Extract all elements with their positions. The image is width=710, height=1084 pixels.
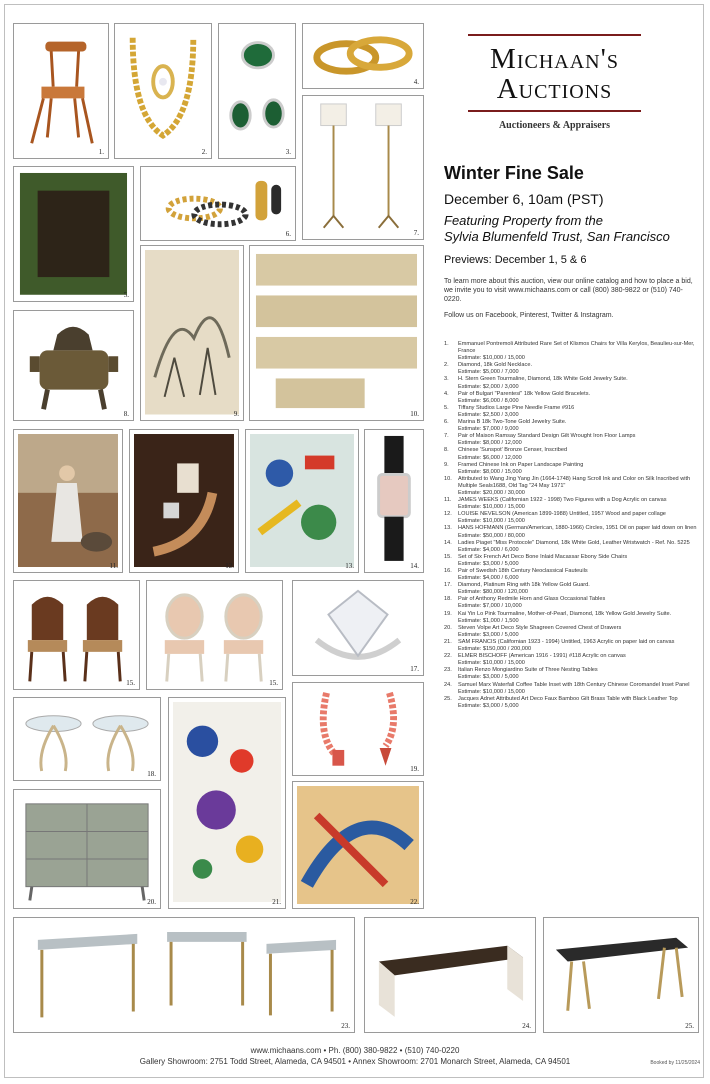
lot-photo-12[interactable] xyxy=(129,429,239,573)
floor-lamps-icon xyxy=(307,100,419,235)
tile-number: 23. xyxy=(341,1022,350,1030)
sale-title: Winter Fine Sale xyxy=(444,163,584,183)
lot-photo-7[interactable] xyxy=(302,95,424,240)
lot-item: 10. Attributed to Wang Jing Yang Jin (1664-1748) Hang Scroll Ink and Color on Silk Inscribed with Multiple Seals1688, Old Tag "24 May 1971" Estimate: $20,000 / 30,000 xyxy=(444,475,691,496)
lot-item: 3. H. Stern Green Tourmaline, Diamond, 18k White Gold Jewelry Suite. Estimate: $2,000 / 3,000 xyxy=(444,376,628,390)
logo-tagline: Auctioneers & Appraisers xyxy=(498,120,611,131)
lot-photo-9[interactable] xyxy=(140,245,244,421)
lot-item: 24. Samuel Marx Waterfall Coffee Table Inset with 18th Century Chinese Coromandel Inset Panel Estimate: $10,000 / 15,000 xyxy=(444,681,690,695)
lot-photo-22[interactable] xyxy=(292,781,424,909)
lot-photo-25[interactable] xyxy=(543,917,699,1033)
lot-photo-21[interactable] xyxy=(168,697,286,909)
tile-number: 3. xyxy=(285,148,291,156)
lot-item: 23. Italian Renzo Mongiardino Suite of Three Nesting Tables Estimate: $3,000 / 5,000 xyxy=(444,667,598,681)
lot-photo-5[interactable] xyxy=(13,166,134,302)
abstract-painting-icon xyxy=(297,786,419,904)
frame-icon xyxy=(18,171,129,297)
lot-photo-17[interactable] xyxy=(292,580,424,676)
footer-address: Gallery Showroom: 2751 Todd Street, Alameda, CA 94501 • Annex Showroom: 2701 Monarch Street, Alameda, CA 94501 xyxy=(139,1057,571,1066)
lot-item: 9. Framed Chinese Ink on Paper Landscape Painting Estimate: $8,000 / 15,000 xyxy=(444,461,584,475)
tile-number: 17. xyxy=(410,665,419,673)
lot-photo-10[interactable] xyxy=(249,245,424,421)
tile-number: 7. xyxy=(413,229,419,237)
coffee-table-icon xyxy=(369,922,531,1029)
logo-bottom-rule xyxy=(468,110,641,112)
lot-item: 19. Kai Yin Lo Pink Tourmaline, Mother-of-Pearl, Diamond, 18k Yellow Gold Jewelry Suite. Estimate: $1,000 / 1,500 xyxy=(444,610,672,624)
lot-item: 15. Set of Six French Art Deco Bone Inlaid Macassar Ebony Side Chairs Estimate: $3,000 / 5,000 xyxy=(444,553,628,567)
fauteuils-icon xyxy=(151,585,278,685)
lot-item: 1. Emmanuel Pontremoli Attributed Rare Set of Klismos Chairs for Villa Kerylos, Beaulieu-sur-Mer, France Estimate: $10,000 / 15,000 xyxy=(444,341,695,362)
necklace-icon xyxy=(119,28,207,153)
tile-number: 25. xyxy=(685,1022,694,1030)
lot-item: 5. Tiffany Studios Large Pine Needle Frame #916 Estimate: $2,500 / 3,000 xyxy=(444,404,575,418)
chair-icon xyxy=(18,28,104,153)
tile-number: 9. xyxy=(233,410,239,418)
lot-photo-11[interactable] xyxy=(13,429,123,573)
lot-photo-18[interactable] xyxy=(13,697,161,781)
chest-of-drawers-icon xyxy=(18,794,156,904)
featuring xyxy=(444,213,704,245)
tile-number: 21. xyxy=(272,898,281,906)
tile-number: 11. xyxy=(109,562,118,570)
lot-item: 7. Pair of Maison Ramsay Standard Design Gilt Wrought Iron Floor Lamps Estimate: $8,000 / 12,000 xyxy=(444,433,636,447)
lot-item: 21. SAM FRANCIS (Californian 1923 - 1994) Untitled, 1963 Acrylic on paper laid on canvas Estimate: $150,000 / 200,000 xyxy=(444,638,675,653)
lot-photo-23[interactable] xyxy=(13,917,355,1033)
lot-photo-16[interactable] xyxy=(146,580,283,690)
sale-date: December 6, 10am (PST) xyxy=(444,191,604,207)
lot-item: 2. Diamond, 18k Gold Necklace. Estimate: $5,000 / 7,000 xyxy=(444,362,532,376)
tile-number: 10. xyxy=(410,410,419,418)
lot-photo-19[interactable] xyxy=(292,682,424,776)
lot-photo-24[interactable] xyxy=(364,917,536,1033)
lot-item: 17. Diamond, Platinum Ring with 18k Yellow Gold Guard. Estimate: $80,000 / 120,000 xyxy=(444,582,590,596)
lot-photo-15[interactable] xyxy=(13,580,140,690)
logo-top-rule xyxy=(468,34,641,36)
scroll-icon xyxy=(254,250,419,416)
lot-photo-3[interactable] xyxy=(218,23,296,159)
side-chairs-icon xyxy=(18,585,135,685)
tile-number: 19. xyxy=(410,765,419,773)
tile-number: 14. xyxy=(410,562,419,570)
lot-photo-20[interactable] xyxy=(13,789,161,909)
lot-item: 14. Ladies Piaget "Miss Protocole" Diamond, 18k White Gold, Leather Wristwatch - Ref. No. 5225 Estimate: $4,000 / 6,000 xyxy=(444,539,690,553)
tile-number: 15. xyxy=(126,679,135,687)
footer-contact: www.michaans.com • Ph. (800) 380-9822 • (510) 740-0220 xyxy=(250,1046,460,1055)
featuring-line-1: Featuring Property from the xyxy=(444,213,603,228)
lot-photo-8[interactable] xyxy=(13,310,134,421)
lot-item: 16. Pair of Swedish 18th Century Neoclassical Fauteuils Estimate: $4,000 / 6,000 xyxy=(444,568,588,582)
lot-item: 25. Jacques Adnet Attributed Art Deco Faux Bamboo Gilt Brass Table with Black Leather Top Estimate: $3,000 / 5,000 xyxy=(444,695,678,709)
logo xyxy=(462,34,647,134)
abstract-painting-icon xyxy=(173,702,281,902)
lot-photo-4[interactable] xyxy=(302,23,424,89)
bracelets-icon xyxy=(307,28,419,85)
lot-item: 4. Pair of Bulgari "Parentesi" 18k Yellow Gold Bracelets. Estimate: $6,000 / 8,000 xyxy=(444,390,591,404)
tile-number: 15. xyxy=(269,679,278,687)
follow-text: Follow us on Facebook, Pinterest, Twitter & Instagram. xyxy=(444,312,614,319)
tile-number: 2. xyxy=(201,148,207,156)
lot-item: 22. ELMER BISCHOFF (American 1916 - 1991) #118 Acrylic on canvas Estimate: $10,000 / 15,000 xyxy=(444,653,626,667)
lot-item: 12. LOUISE NEVELSON (American 1899-1988) Untitled, 1957 Wood and paper collage Estimate: $10,000 / 15,000 xyxy=(444,511,666,525)
earrings-icon xyxy=(223,28,291,152)
lot-item: 6. Marina B 18k Two-Tone Gold Jewelry Suite. Estimate: $7,000 / 9,000 xyxy=(444,419,567,433)
lot-item: 13. HANS HOFMANN (German/American, 1880-1966) Circles, 1951 Oil on paper laid down on linen Estimate: $50,000 / 80,000 xyxy=(444,525,697,539)
booked-note: Booked by 11/25/2024 xyxy=(650,1060,700,1066)
tile-number: 1. xyxy=(98,148,104,156)
featuring-line-2: Sylvia Blumenfeld Trust, San Francisco xyxy=(444,229,670,244)
logo-line-2: Auctions xyxy=(496,73,613,105)
censer-icon xyxy=(18,315,129,416)
lot-item: 20. Steven Volpe Art Deco Style Shagreen Covered Chest of Drawers Estimate: $3,000 / 5,000 xyxy=(444,624,622,638)
abstract-painting-icon xyxy=(250,434,354,567)
tile-number: 8. xyxy=(123,410,129,418)
lot-item: 11. JAMES WEEKS (Californian 1922 - 1998) Two Figures with a Dog Acrylic on canvas Estimate: $10,000 / 15,000 xyxy=(444,497,667,511)
collage-icon xyxy=(134,434,234,567)
tile-number: 22. xyxy=(410,898,419,906)
tile-number: 4. xyxy=(413,78,419,86)
bead-necklace-icon xyxy=(297,687,419,772)
figures-painting-icon xyxy=(18,434,118,567)
lot-photo-14[interactable] xyxy=(364,429,424,573)
lot-photo-13[interactable] xyxy=(245,429,359,573)
intro-text: To learn more about this auction, view our online catalog and how to place a bid, we invite you to visit www.michaans.com or call (800) 380-9822 or (510) 740-0220. xyxy=(444,278,693,303)
tile-number: 13. xyxy=(345,562,354,570)
lot-photo-6[interactable] xyxy=(140,166,296,241)
tile-number: 12. xyxy=(225,562,234,570)
nesting-tables-icon xyxy=(18,922,350,1029)
tile-number: 6. xyxy=(285,230,291,238)
previews: Previews: December 1, 5 & 6 xyxy=(444,254,587,266)
tile-number: 24. xyxy=(522,1022,531,1030)
diamond-ring-icon xyxy=(297,585,419,672)
lot-item: 8. Chinese 'Sunspot' Bronze Censer, Inscribed Estimate: $6,000 / 12,000 xyxy=(444,447,568,461)
lot-photo-2[interactable] xyxy=(114,23,212,159)
lot-item: 18. Pair of Anthony Redmile Horn and Glass Occasional Tables Estimate: $7,000 / 10,000 xyxy=(444,596,606,610)
horn-tables-icon xyxy=(18,702,156,777)
landscape-painting-icon xyxy=(145,250,239,415)
tile-number: 5. xyxy=(123,291,129,299)
bangles-icon xyxy=(145,171,291,237)
wristwatch-icon xyxy=(369,434,419,565)
logo-line-1: Michaan's xyxy=(490,43,619,75)
table-icon xyxy=(548,922,694,1029)
tile-number: 20. xyxy=(147,898,156,906)
lot-photo-1[interactable] xyxy=(13,23,109,159)
tile-number: 18. xyxy=(147,770,156,778)
lot-list xyxy=(444,341,702,710)
